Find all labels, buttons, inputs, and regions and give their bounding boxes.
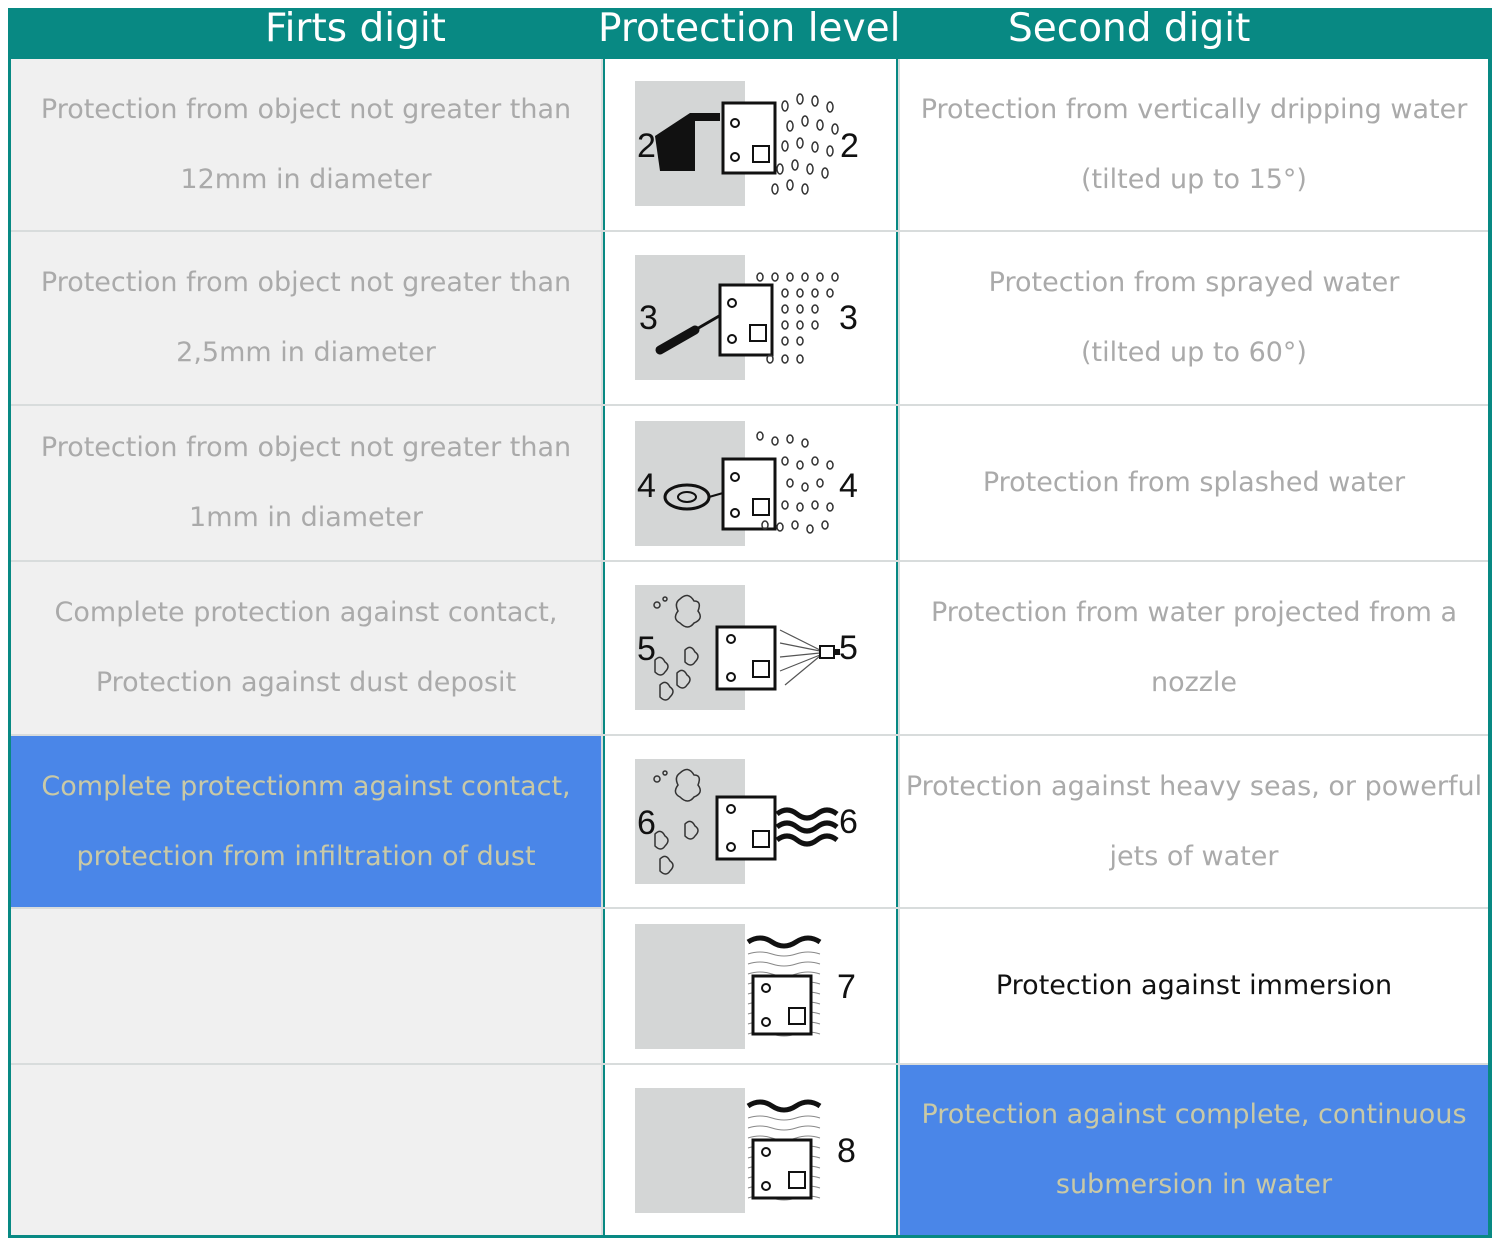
protection-level-cell	[603, 1065, 898, 1235]
second-digit-cell	[900, 406, 1488, 560]
header-first-digit: Firts digit	[265, 6, 446, 51]
table-row	[11, 736, 1488, 907]
second-digit-text: Protection against immersion	[995, 970, 1393, 1001]
second-digit-text: Protection from sprayed water (tilted up to 60°)	[988, 267, 1400, 368]
ip-rating-table	[8, 8, 1492, 1238]
table-row	[11, 406, 1488, 560]
second-digit-text: Protection against complete, continuous submersion in water	[921, 1099, 1467, 1200]
table-header	[8, 8, 1492, 55]
table-row	[11, 232, 1488, 404]
level-number-left: 2	[637, 127, 656, 165]
protection-level-cell	[603, 562, 898, 734]
protection-level-cell	[603, 59, 898, 230]
first-digit-text: Protection from object not greater than 2,5mm in diameter	[40, 267, 572, 368]
table-row	[11, 59, 1488, 230]
level-number-left: 6	[637, 804, 656, 842]
header-second-digit: Second digit	[1008, 6, 1251, 51]
level-number-right: 4	[839, 467, 858, 505]
screwdriver-spray-icon	[635, 255, 865, 380]
first-digit-cell	[11, 909, 601, 1063]
submersion-icon	[635, 1088, 865, 1213]
immersion-icon	[635, 924, 865, 1049]
level-number-left: 4	[637, 467, 656, 505]
level-number-right: 5	[839, 629, 858, 667]
protection-level-cell	[603, 909, 898, 1063]
level-number-right: 3	[839, 299, 858, 337]
first-digit-cell	[11, 736, 601, 907]
second-digit-cell	[900, 909, 1488, 1063]
second-digit-cell	[900, 562, 1488, 734]
first-digit-text: Complete protection against contact, Protection against dust deposit	[54, 597, 558, 698]
first-digit-text: Protection from object not greater than 1mm in diameter	[40, 432, 572, 533]
dust-waves-icon	[635, 759, 865, 884]
first-digit-text: Protection from object not greater than 12mm in diameter	[40, 93, 572, 195]
second-digit-text: Protection from water projected from a nozzle	[930, 597, 1458, 698]
first-digit-text: Complete protectionm against contact, protection from infiltration of dust	[41, 770, 571, 872]
table-row	[11, 562, 1488, 734]
second-digit-cell	[900, 1065, 1488, 1235]
first-digit-cell	[11, 562, 601, 734]
level-number-right: 6	[839, 803, 858, 841]
second-digit-cell	[900, 59, 1488, 230]
level-number-right: 2	[840, 127, 859, 165]
protection-level-cell	[603, 406, 898, 560]
hand-drip-icon	[635, 81, 865, 206]
level-number-right: 7	[837, 968, 856, 1006]
protection-level-cell	[603, 736, 898, 907]
second-digit-text: Protection against heavy seas, or powerful jets of water	[905, 770, 1483, 872]
level-number-left: 5	[637, 630, 656, 668]
table-body	[11, 59, 1488, 1235]
level-number-left: 3	[639, 299, 658, 337]
second-digit-cell	[900, 736, 1488, 907]
second-digit-text: Protection from splashed water	[982, 467, 1406, 498]
first-digit-cell	[11, 59, 601, 230]
wire-splash-icon	[635, 421, 865, 546]
header-protection-level: Protection level	[598, 6, 901, 51]
second-digit-cell	[900, 232, 1488, 404]
table-row	[11, 1065, 1488, 1235]
first-digit-cell	[11, 1065, 601, 1235]
first-digit-cell	[11, 232, 601, 404]
protection-level-cell	[603, 232, 898, 404]
first-digit-cell	[11, 406, 601, 560]
level-number-right: 8	[837, 1132, 856, 1170]
dust-nozzle-icon	[635, 585, 865, 710]
second-digit-text: Protection from vertically dripping water (tilted up to 15°)	[920, 93, 1468, 195]
table-row	[11, 909, 1488, 1063]
